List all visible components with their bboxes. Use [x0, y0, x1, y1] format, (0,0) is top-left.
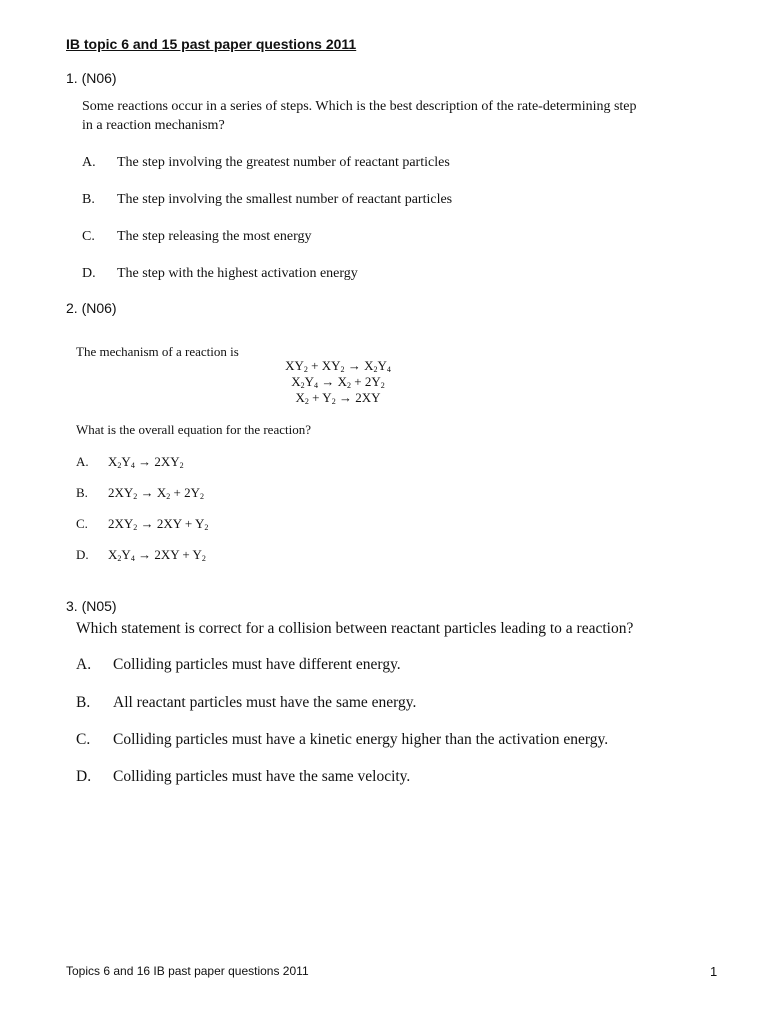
q3-option-c-letter: C.	[76, 731, 91, 748]
q1-option-b-letter: B.	[82, 192, 95, 207]
q3-option-d-text: Colliding particles must have the same velocity.	[113, 768, 411, 785]
q2-option-b-letter: B.	[76, 485, 88, 500]
q2-option-d-letter: D.	[76, 547, 89, 562]
page-title: IB topic 6 and 15 past paper questions 2011	[66, 36, 357, 52]
q3-header: 3. (N05)	[66, 598, 117, 614]
q3-option-c-text: Colliding particles must have a kinetic energy higher than the activation energy.	[113, 731, 609, 748]
q2-option-a-letter: A.	[76, 454, 89, 469]
q2-mechanism-step2: $X_2Y_4 \to X_2 + 2Y_2$	[291, 374, 385, 390]
page-number: 1	[710, 964, 718, 979]
q1-option-a-letter: A.	[82, 155, 96, 170]
q2-intro: The mechanism of a reaction is	[76, 344, 239, 359]
q2-question: What is the overall equation for the reaction?	[76, 422, 311, 437]
q1-option-c-text: The step releasing the most energy	[117, 229, 312, 244]
footer-text: Topics 6 and 16 IB past paper questions 2011	[66, 964, 309, 978]
q2-option-a-text: $X_2Y_4 \to 2XY_2$	[108, 454, 184, 470]
q2-option-c-text: $2XY_2 \to 2XY + Y_2$	[108, 516, 209, 532]
q2-option-b-text: $2XY_2 \to X_2 + 2Y_2$	[108, 485, 204, 501]
q3-option-d-letter: D.	[76, 768, 92, 785]
q3-option-a-text: Colliding particles must have different energy.	[113, 656, 401, 673]
q1-option-a-text: The step involving the greatest number of reactant particles	[117, 155, 450, 170]
q2-mechanism-step1: $XY_2 + XY_2 \to X_2Y_4$	[285, 358, 391, 374]
q2-option-d-text: $X_2Y_4 \to 2XY + Y_2$	[108, 547, 206, 563]
q1-option-c-letter: C.	[82, 229, 95, 244]
q1-option-d-letter: D.	[82, 266, 96, 281]
q2-option-c-letter: C.	[76, 516, 88, 531]
q1-stem-line2: in a reaction mechanism?	[82, 118, 225, 133]
q3-stem: Which statement is correct for a collision between reactant particles leading to a reaction?	[76, 620, 634, 637]
q3-option-b-text: All reactant particles must have the same energy.	[113, 694, 417, 711]
q1-header: 1. (N06)	[66, 70, 117, 86]
q3-option-a-letter: A.	[76, 656, 92, 673]
q2-header: 2. (N06)	[66, 300, 117, 316]
q3-option-b-letter: B.	[76, 694, 91, 711]
q1-option-d-text: The step with the highest activation energy	[117, 266, 358, 281]
q1-stem-line1: Some reactions occur in a series of steps. Which is the best description of the rate-determining step	[82, 99, 637, 114]
q1-option-b-text: The step involving the smallest number of reactant particles	[117, 192, 453, 207]
q2-mechanism-step3: $X_2 + Y_2 \to 2XY$	[295, 390, 381, 406]
